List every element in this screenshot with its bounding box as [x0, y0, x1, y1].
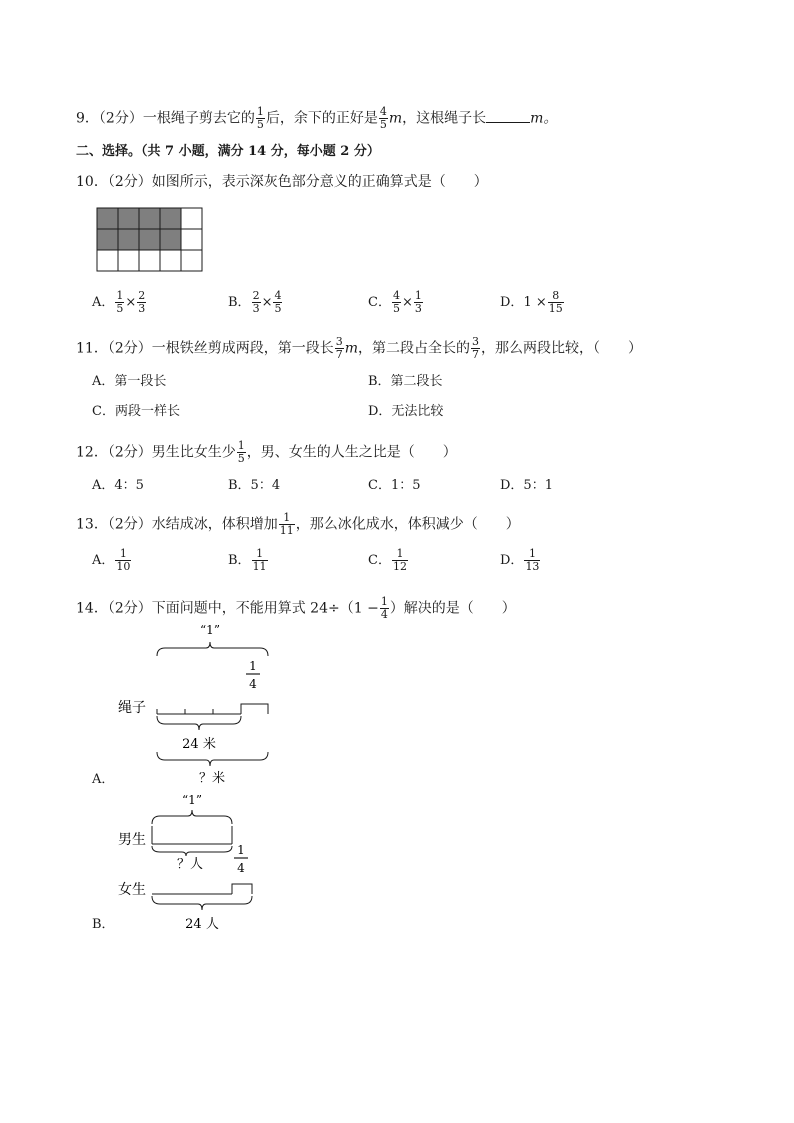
quarter-num: 1 [237, 843, 245, 857]
quarter-segment [241, 704, 268, 714]
q11-option-c[interactable]: C．两段一样长 [92, 404, 180, 419]
top-brace [152, 810, 232, 824]
shaded-cell [139, 229, 160, 250]
empty-cell [139, 250, 160, 271]
boys-brace [152, 846, 232, 856]
question-12: 12．（2分）男生比女生少 $\frac{1}{5}$ ，男、女生的人生之比是（ ） [76, 439, 457, 465]
girls-known: 24 人 [185, 917, 219, 932]
q13-option-c[interactable]: C． $\frac{1}{12}$ [368, 547, 407, 573]
empty-cell [181, 229, 202, 250]
boys-girls-diagram [110, 790, 270, 940]
q10-option-b[interactable]: B． $\frac{2}{3}$ × $\frac{4}{5}$ [228, 289, 282, 315]
q10-option-c[interactable]: C． $\frac{4}{5}$ × $\frac{1}{3}$ [368, 289, 422, 315]
shaded-cell [97, 229, 118, 250]
empty-cell [181, 250, 202, 271]
q11-option-b[interactable]: B．第二段长 [368, 374, 443, 389]
q10-option-a[interactable]: A． $\frac{1}{5}$ × $\frac{2}{3}$ [92, 289, 146, 315]
shaded-cell [160, 229, 181, 250]
question-11: 11．（2分）一根铁丝剪成两段，第一段长 $\frac{3}{7}$ m，第二段占全长的 $\frac{3}{7}$ ，那么两段比较，（ ） [76, 335, 643, 361]
quarter-den: 4 [249, 677, 257, 691]
quarter-segment [232, 884, 252, 894]
one-label: “1” [182, 793, 202, 807]
question-10: 10．（2分）如图所示，表示深灰色部分意义的正确算式是（ ） [76, 174, 488, 190]
shaded-cell [118, 208, 139, 229]
boys-label: 男生 [118, 832, 146, 848]
girls-brace [152, 896, 252, 910]
unknown-length: ？米 [198, 771, 226, 786]
boys-unknown: ？人 [176, 857, 204, 872]
fraction: $\frac{1}{5}$ [256, 105, 264, 131]
q13-option-b[interactable]: B． $\frac{1}{11}$ [228, 547, 267, 573]
question-9: 9．（2分）一根绳子剪去它的 $\frac{1}{5}$ 后，余下的正好是 $\frac{4}{5}$ m，这根绳子长 m。 [76, 105, 558, 131]
q11-option-d[interactable]: D．无法比较 [368, 404, 444, 419]
shaded-cell [97, 208, 118, 229]
q14-option-a[interactable]: A． [92, 772, 115, 787]
empty-cell [118, 250, 139, 271]
empty-cell [181, 208, 202, 229]
quarter-den: 4 [237, 861, 245, 875]
q11-option-a[interactable]: A．第一段长 [92, 374, 167, 389]
q12-option-c[interactable]: C．1：5 [368, 478, 421, 493]
shaded-grid-figure [96, 207, 206, 273]
shaded-cell [139, 208, 160, 229]
answer-blank[interactable] [486, 108, 530, 123]
question-13: 13．（2分）水结成冰，体积增加 $\frac{1}{11}$ ，那么冰化成水，体积减少（ ） [76, 511, 520, 537]
shaded-cell [160, 208, 181, 229]
q10-option-d[interactable]: D．1 × $\frac{8}{15}$ [500, 289, 563, 315]
empty-cell [160, 250, 181, 271]
q14-option-b[interactable]: B． [92, 917, 115, 932]
section-title: 二、选择。（共 7 小题，满分 14 分，每小题 2 分） [76, 144, 380, 159]
fraction: $\frac{4}{5}$ [379, 105, 387, 131]
girls-label: 女生 [118, 882, 146, 898]
whole-brace [157, 752, 268, 766]
q12-option-a[interactable]: A．4：5 [92, 478, 144, 493]
known-length: 24 米 [182, 737, 216, 752]
q12-option-b[interactable]: B．5：4 [228, 478, 281, 493]
quarter-num: 1 [249, 659, 257, 673]
q13-option-a[interactable]: A． $\frac{1}{10}$ [92, 547, 131, 573]
top-brace [157, 642, 268, 656]
rope-label: 绳子 [118, 700, 146, 716]
empty-cell [97, 250, 118, 271]
rope-diagram [110, 620, 290, 790]
q13-option-d[interactable]: D． $\frac{1}{13}$ [500, 547, 540, 573]
one-label: “1” [200, 623, 220, 637]
shaded-cell [118, 229, 139, 250]
known-brace [157, 716, 241, 730]
q12-option-d[interactable]: D．5：1 [500, 478, 553, 493]
question-14: 14．（2分）下面问题中，不能用算式 24÷（1 − $\frac{1}{4}$ ）解决的是（ ） [76, 595, 516, 621]
